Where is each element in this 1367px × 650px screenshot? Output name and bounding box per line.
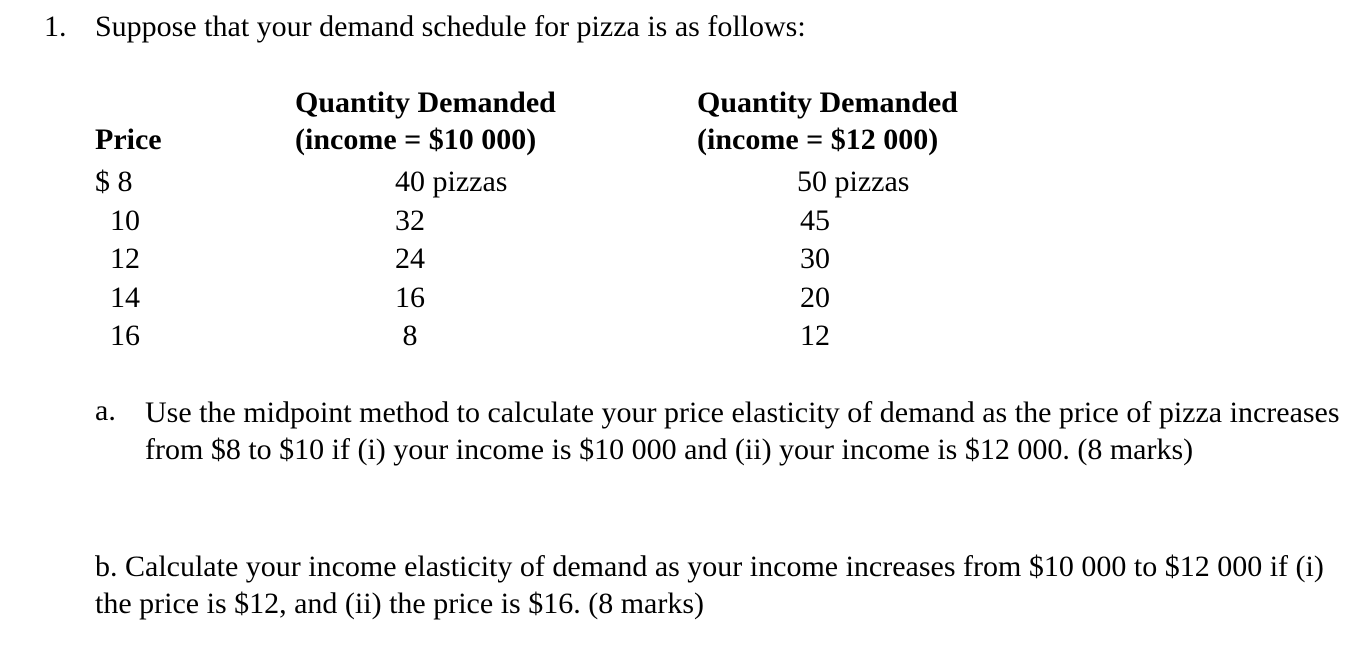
- table-cell-quantity: 8: [402, 319, 418, 352]
- question-number: 1.: [44, 10, 67, 43]
- table-cell-quantity: 12: [800, 319, 830, 352]
- table-cell-quantity: 16: [395, 280, 425, 314]
- table-cell-price: $ 8: [95, 165, 133, 198]
- quantity-income-12000-column: [765, 163, 910, 356]
- table-cell-quantity: 45: [800, 203, 830, 237]
- table-cell-quantity: 20: [800, 280, 830, 314]
- quantity-income-10000-column: [360, 163, 508, 356]
- question-text: Suppose that your demand schedule for pizza is as follows:: [95, 10, 806, 43]
- header-price: Price: [95, 123, 162, 156]
- header-quantity-income-12000-line1: Quantity Demanded: [697, 86, 958, 119]
- table-cell-quantity: 30: [800, 242, 830, 275]
- table-cell-price: 12: [110, 242, 140, 275]
- part-a-label: a.: [95, 394, 116, 427]
- table-cell-quantity: 32: [395, 203, 425, 237]
- price-column: [95, 163, 155, 356]
- table-cell-quantity: 24: [395, 242, 425, 275]
- table-cell-price: 16: [110, 319, 140, 352]
- table-cell-quantity: 50 pizzas: [797, 165, 910, 198]
- header-quantity-income-12000-line2: (income = $12 000): [697, 123, 939, 156]
- header-quantity-income-10000-line2: (income = $10 000): [295, 123, 537, 156]
- header-quantity-income-10000-line1: Quantity Demanded: [295, 86, 556, 119]
- part-a-text: Use the midpoint method to calculate your price elasticity of demand as the price of pizza increases from $8 to $10 if (i) your income is $10 000 and (ii) your income is $12 000. (8 marks): [145, 396, 1340, 466]
- table-cell-price: 10: [110, 203, 140, 237]
- part-b-text: b. Calculate your income elasticity of demand as your income increases from $10 000 to $12 000 if (i) the price is $12, and (ii) the price is $16. (8 marks): [95, 550, 1324, 620]
- table-cell-quantity: 40 pizzas: [395, 165, 508, 198]
- table-cell-price: 14: [110, 280, 140, 314]
